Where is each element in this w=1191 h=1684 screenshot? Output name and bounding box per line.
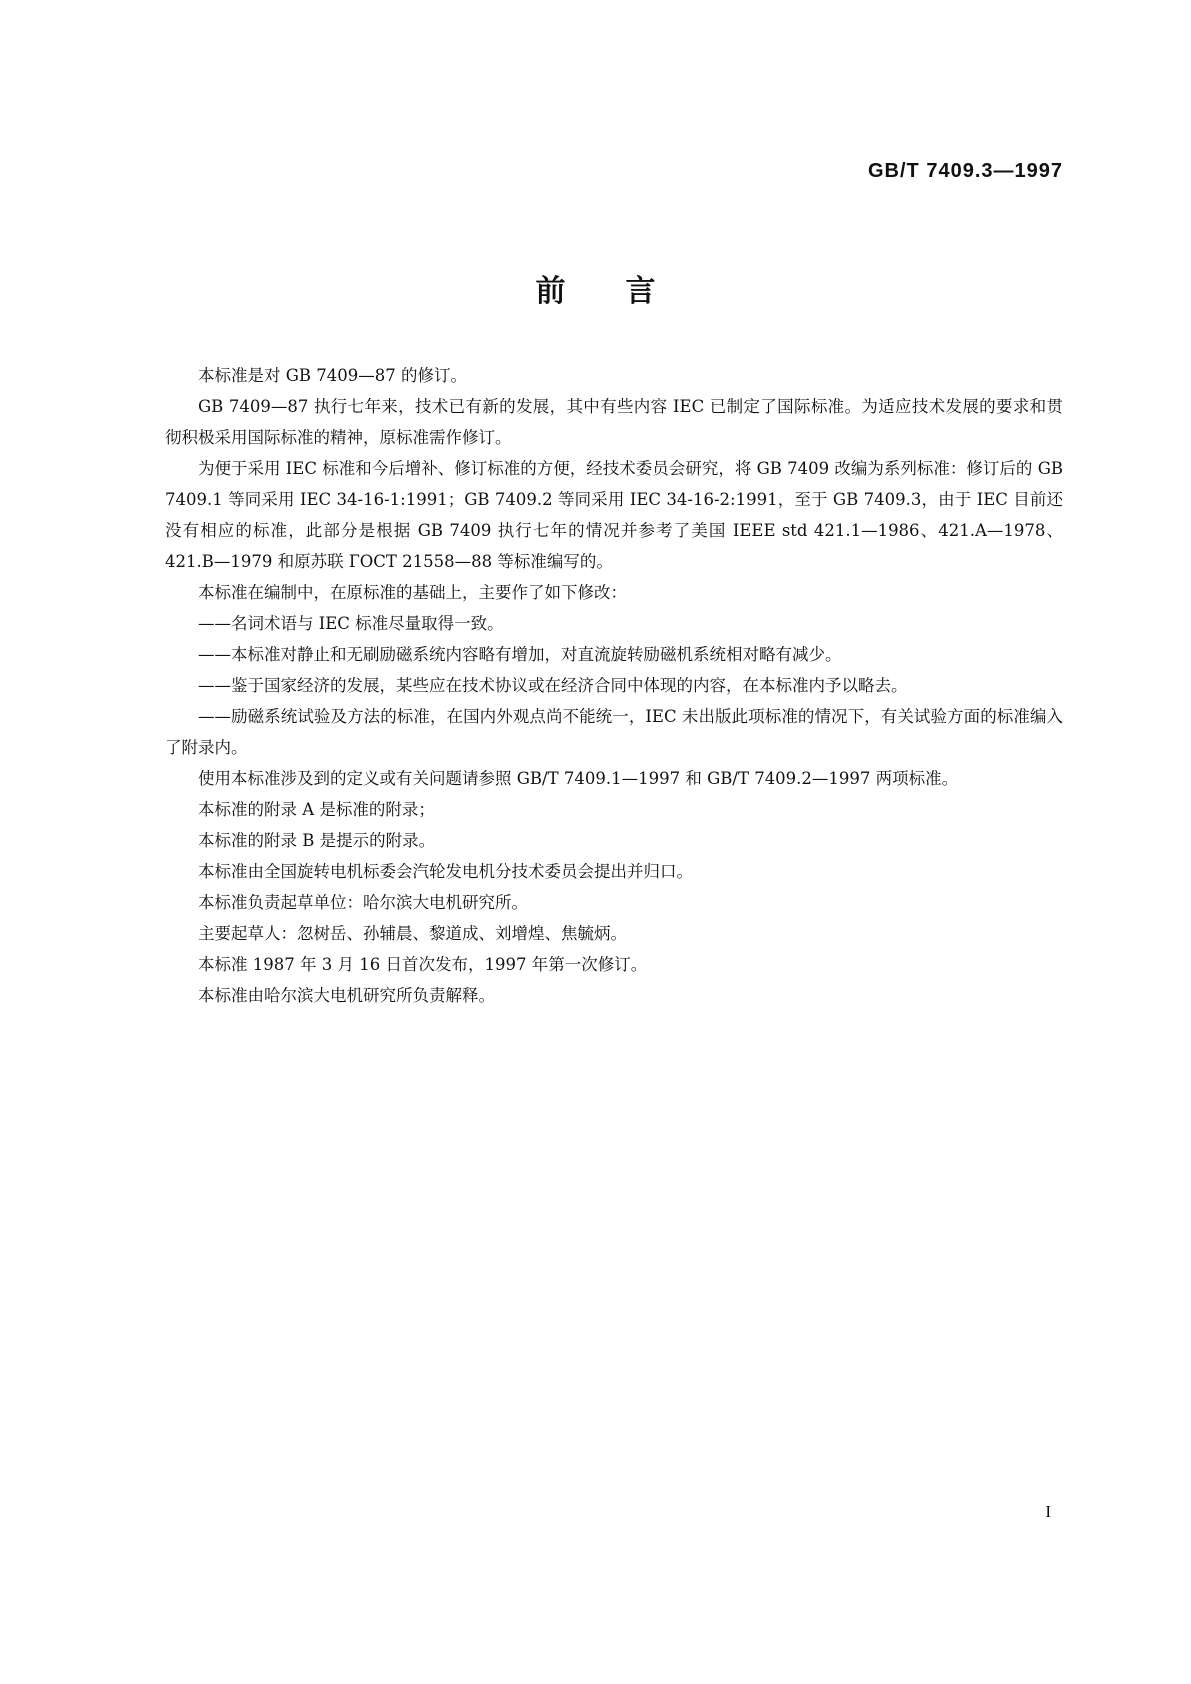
foreword-body (165, 360, 1063, 1011)
list-item: ——名词术语与 IEC 标准尽量取得一致。 (198, 614, 504, 633)
paragraph: 本标准 1987 年 3 月 16 日首次发布，1997 年第一次修订。 (198, 955, 648, 974)
paragraph: 使用本标准涉及到的定义或有关问题请参照 GB/T 7409.1—1997 和 GB/T 7409.2—1997 两项标准。 (198, 769, 959, 788)
page-number: I (1045, 1502, 1051, 1521)
paragraph: 本标准是对 GB 7409—87 的修订。 (198, 366, 468, 385)
paragraph: 本标准在编制中，在原标准的基础上，主要作了如下修改： (198, 583, 627, 602)
list-item: ——鉴于国家经济的发展，某些应在技术协议或在经济合同中体现的内容，在本标准内予以略去。 (198, 676, 908, 695)
paragraph: 本标准的附录 B 是提示的附录。 (198, 831, 436, 850)
list-item: ——励磁系统试验及方法的标准，在国内外观点尚不能统一，IEC 未出版此项标准的情况下，有关试验方面的标准编入了附录内。 (165, 707, 1063, 757)
list-item: ——本标准对静止和无刷励磁系统内容略有增加，对直流旋转励磁机系统相对略有减少。 (198, 645, 842, 664)
paragraph: 本标准负责起草单位：哈尔滨大电机研究所。 (198, 893, 528, 912)
paragraph: 本标准由全国旋转电机标委会汽轮发电机分技术委员会提出并归口。 (198, 862, 693, 881)
paragraph: 为便于采用 IEC 标准和今后增补、修订标准的方便，经技术委员会研究，将 GB 7409 改编为系列标准：修订后的 GB 7409.1 等同采用 IEC 34-16-1:1991；GB 7409.2 等同采用 IEC 34-16-2:1991，至于 GB 7409.3，由于 IEC 目前还没有相应的标准，此部分是根据 GB 7409 执行七年的情况并参考了美国 IEEE std 421.1—1986、421.A—1978、421.B—1979 和原苏联 ГОСТ 21558—88 等标准编写的。 (165, 459, 1063, 571)
standard-number: GB/T 7409.3—1997 (868, 160, 1063, 182)
paragraph: 本标准由哈尔滨大电机研究所负责解释。 (198, 986, 495, 1005)
paragraph: GB 7409—87 执行七年来，技术已有新的发展，其中有些内容 IEC 已制定了国际标准。为适应技术发展的要求和贯彻积极采用国际标准的精神，原标准需作修订。 (165, 397, 1063, 447)
paragraph: 本标准的附录 A 是标准的附录； (198, 800, 435, 819)
paragraph: 主要起草人：忽树岳、孙辅晨、黎道成、刘增煌、焦毓炳。 (198, 924, 627, 943)
page-title: 前言 (535, 274, 716, 309)
